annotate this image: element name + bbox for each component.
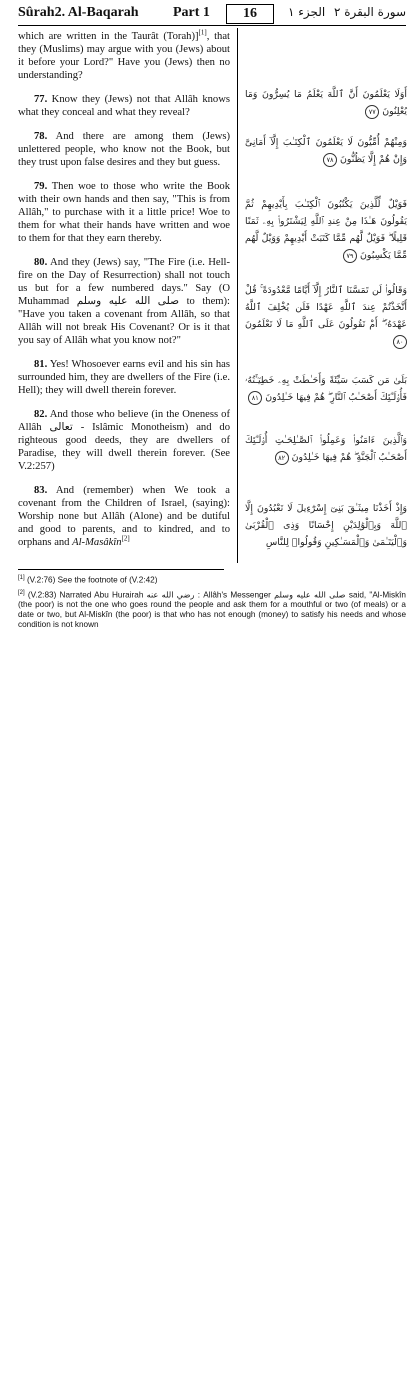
column-divider [237,28,238,563]
arabic-ayah-77: أَوَلَا يَعْلَمُونَ أَنَّ ٱللَّهَ يَعْلَمُ مَا يُسِرُّونَ وَمَا يُعْلِنُونَ ٧٧ [245,89,407,117]
verse-number: 79. [34,181,48,192]
footnote-2: [2] (V.2:83) Narrated Abu Hurairah رضي الله عنه : Allâh's Messenger صلى الله عليه وسلم said, "Al-Miskîn (the poor) is not the one who goes round the people and ask them for a mouthful or two (of meals) or a date or two, but Al-Miskîn (the poor) is that who has not enough (money) to satisfy his needs and whose condition is not known [18,589,406,630]
surah-title-en: Sûrah2. Al-Baqarah [18,5,139,20]
footnote-1: [1] (V.2:76) See the footnote of (V.2:42) [18,575,158,585]
verse-78: 78. And there are among them (Jews) unlettered people, who know not the Book, but they trust upon false desires and they but guess. [18,131,230,168]
english-translation [18,30,230,560]
verse-number: 78. [34,131,48,142]
verse-number: 77. [34,94,48,105]
verse-79: 79. Then woe to those who write the Book with their own hands and then say, "This is from Allâh," to purchase with it a little price! Woe to them for what their hands have written and woe to them for that they earn thereby. [18,181,230,244]
ayah-marker-icon: ٨٠ [393,335,407,349]
surah-title-ar: سورة البقرة ٢ [333,5,406,19]
footnotes [18,573,406,632]
arabic-ayah-80: وَقَالُوا۟ لَن تَمَسَّنَا ٱلنَّارُ إِلَّآ أَيَّامًا مَّعْدُودَةً ۚ قُلْ أَتَّخَذْتُمْ عِندَ ٱللَّهِ عَهْدًا فَلَن يُخْلِفَ ٱللَّهُ عَهْدَهُۥٓ ۖ أَمْ تَقُولُونَ عَلَى ٱللَّهِ مَا لَا تَعْلَمُونَ ٨٠ [245,282,407,350]
arabic-ayah-82: وَٱلَّذِينَ ءَامَنُوا۟ وَعَمِلُوا۟ ٱلصَّـٰلِحَـٰتِ أُو۟لَـٰٓئِكَ أَصْحَـٰبُ ٱلْجَنَّةِ ۖ هُمْ فِيهَا خَـٰلِدُونَ ٨٢ [245,435,407,463]
verse-number: 82. [34,409,48,420]
verse-number: 80. [34,257,48,268]
ayah-marker-icon: ٨٢ [275,451,289,465]
arabic-ayah-83: وَإِذْ أَخَذْنَا مِيثَـٰقَ بَنِىٓ إِسْرَٰٓءِيلَ لَا تَعْبُدُونَ إِلَّا ٱللَّهَ وَبِٱلْوَٰلِدَيْنِ إِحْسَانًا وَذِى ٱلْقُرْبَىٰ وَٱلْيَتَـٰمَىٰ وَٱلْمَسَـٰكِينِ وَقُولُوا۟ لِلنَّاسِ [245,503,407,548]
page-header [18,3,406,26]
footnote-rule [18,569,224,570]
ayah-marker-icon: ٧٧ [365,105,379,119]
arabic-ayah-79: فَوَيْلٌ لِّلَّذِينَ يَكْتُبُونَ ٱلْكِتَـٰبَ بِأَيْدِيهِمْ ثُمَّ يَقُولُونَ هَـٰذَا مِنْ عِندِ ٱللَّهِ لِيَشْتَرُوا۟ بِهِۦ ثَمَنًا قَلِيلًا ۖ فَوَيْلٌ لَّهُم مِّمَّا كَتَبَتْ أَيْدِيهِمْ وَوَيْلٌ لَّهُم مِّمَّا يَكْسِبُونَ ٧٩ [245,199,407,261]
verse-82: 82. And those who believe (in the Oneness of Allâh تعالى - Islâmic Monotheism) and do righteous good deeds, they are dwellers of Paradise, they will dwell therein forever. (See V.2:257) [18,409,230,472]
arabic-ayah-81: بَلَىٰ مَن كَسَبَ سَيِّئَةً وَأَحَـٰطَتْ بِهِۦ خَطِيٓـَٔتُهُۥ فَأُو۟لَـٰٓئِكَ أَصْحَـٰبُ ٱلنَّارِ ۖ هُمْ فِيهَا خَـٰلِدُونَ ٨١ [245,375,407,403]
page-number: 16 [226,4,274,24]
verse-77: 77. Know they (Jews) not that Allâh knows what they conceal and what they reveal? [18,94,230,118]
footnote-ref: [1] [198,28,207,37]
verse-76-continuation: which are written in the Taurât (Torah)][1], that they (Muslims) may argue with you (Jews) about it before your Lord?" Have you (Jews) then no understanding? [18,28,230,81]
ayah-marker-icon: ٧٩ [343,249,357,263]
verse-80: 80. And they (Jews) say, "The Fire (i.e. Hell-fire on the Day of Resurrection) shall not touch us but for a few numbered days." Say (O Muhammad صلى الله عليه وسلم to them): "Have you taken a covenant from Allâh, so that Allâh will not break His Covenant? Or is it that you say of Allâh what you know not?" [18,257,230,346]
footnote-ref: [2] [121,534,130,543]
ayah-marker-icon: ٧٨ [323,153,337,167]
verse-81: 81. Yes! Whosoever earns evil and his sin has surrounded him, they are dwellers of the Fire (i.e. Hell); they will dwell therein forever. [18,359,230,396]
part-label: Part 1 [173,5,210,20]
arabic-ayah-78: وَمِنْهُمْ أُمِّيُّونَ لَا يَعْلَمُونَ ٱلْكِتَـٰبَ إِلَّآ أَمَانِىَّ وَإِنْ هُمْ إِلَّا يَظُنُّونَ ٧٨ [245,137,407,165]
verse-number: 83. [34,485,48,496]
verse-83: 83. And (remember) when We took a covenant from the Children of Israel, (saying): Worship none but Allâh (Alone) and be dutiful and good to parents, and to kindred, and to orphans and Al-Masâkîn[2] [18,485,230,548]
verse-number: 81. [34,359,48,370]
ayah-marker-icon: ٨١ [248,391,262,405]
juz-label-ar: الجزء ١ [288,5,326,19]
